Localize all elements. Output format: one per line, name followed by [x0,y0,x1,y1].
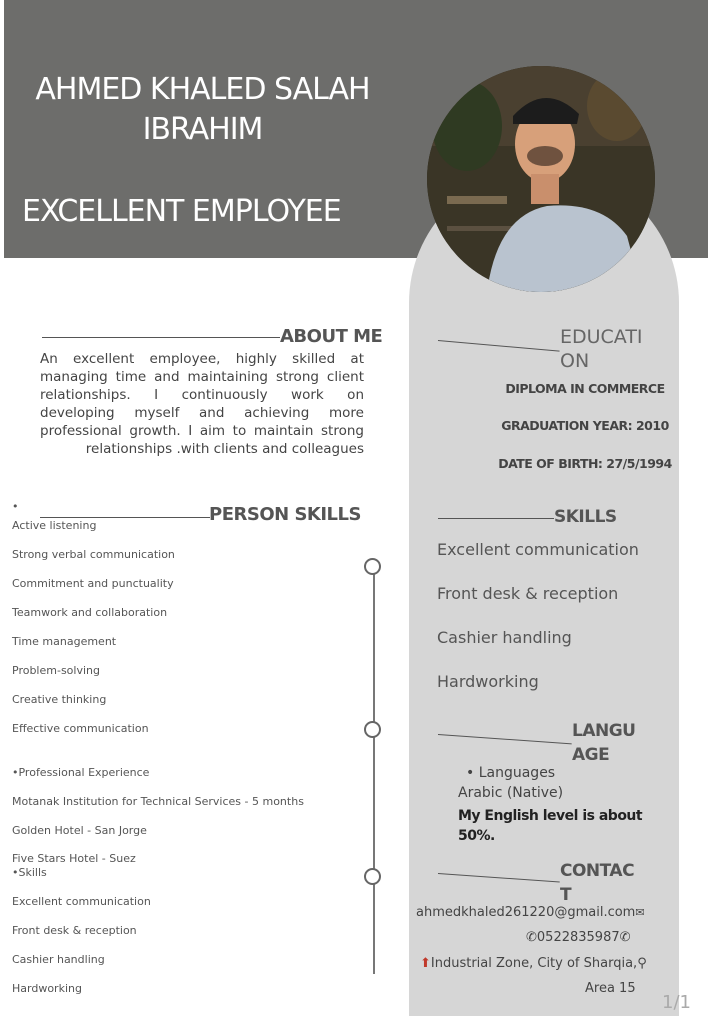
timeline-line [373,566,375,974]
experience-item: Golden Hotel - San Jorge [12,824,147,837]
skill-item: Cashier handling [437,628,572,647]
contact-heading-line-2: T [560,885,572,905]
language-english: My English level is about 50%. [458,808,643,844]
left-skill-item: Hardworking [12,982,82,995]
skills-rule [438,518,554,519]
candidate-name [10,70,395,150]
contact-address [420,956,647,971]
education-heading [560,325,643,373]
person-skills-rule [40,517,210,518]
email-text[interactable]: ahmedkhaled261220@gmail.com [416,905,636,920]
language-heading-line-1: LANGU [572,721,636,741]
page-number: 1/1 [662,992,691,1013]
language-heading [572,719,635,767]
pin-icon: ⬆ [420,956,431,971]
left-skill-item: Excellent communication [12,895,151,908]
education-diploma: DIPLOMA IN COMMERCE [505,381,665,396]
contact-heading [560,859,634,907]
skills-subheading: •Skills [12,866,47,879]
about-heading: ABOUT ME [280,326,383,347]
person-skill-item: Creative thinking [12,693,107,706]
contact-heading-line-1: CONTAC [560,861,635,881]
location-icon: ⚲ [637,956,647,971]
date-of-birth: DATE OF BIRTH: 27/5/1994 [498,456,672,471]
address-line-1: Industrial Zone, City of Sharqia, [430,956,638,971]
timeline-node [364,721,381,738]
bullet-mark: • [12,500,19,513]
job-title: EXCELLENT EMPLOYEE [22,194,341,229]
experience-item: Motanak Institution for Technical Services - 5 months [12,795,304,808]
profile-photo [427,66,655,292]
education-heading-line-1: EDUCATI [560,326,643,348]
person-skill-item: Teamwork and collaboration [12,606,168,619]
skill-item: Excellent communication [437,540,639,559]
timeline-node [364,558,381,575]
person-skill-item: Effective communication [12,722,149,735]
person-skill-item: Time management [12,635,117,648]
name-line-2: IBRAHIM [142,112,263,147]
person-skill-item: Problem-solving [12,664,100,677]
contact-phone[interactable] [526,930,631,945]
about-heading-rule [42,337,280,338]
person-skill-item: Active listening [12,519,97,532]
experience-heading: •Professional Experience [12,766,150,779]
person-skill-item: Strong verbal communication [12,548,175,561]
phone-icon: ✆ [619,930,631,945]
skill-item: Front desk & reception [437,584,619,603]
phone-icon: ✆ [526,930,537,945]
language-arabic: Arabic (Native) [458,785,564,801]
name-line-1: AHMED KHALED SALAH [35,72,370,107]
about-text: An excellent employee, highly skilled at managing time and maintaining strong client relationships. I continuously work on developing myself and achieving more professional growth. I aim to maintain strong relationships .with clients and colleagues [40,351,364,457]
timeline-node [364,868,381,885]
education-heading-line-2: ON [560,350,590,372]
languages-label: • Languages [466,765,556,781]
education-graduation: GRADUATION YEAR: 2010 [501,418,669,433]
phone-text[interactable]: 0522835987 [536,930,620,945]
skills-heading: SKILLS [554,507,617,527]
left-skill-item: Cashier handling [12,953,105,966]
contact-email[interactable] [416,905,645,920]
language-heading-line-2: AGE [572,745,610,765]
languages-label-text: Languages [478,765,556,781]
left-skill-item: Front desk & reception [12,924,137,937]
person-skill-item: Commitment and punctuality [12,577,174,590]
person-skills-heading: PERSON SKILLS [209,504,361,525]
experience-item: Five Stars Hotel - Suez [12,852,136,865]
address-line-2: Area 15 [585,981,636,996]
skill-item: Hardworking [437,672,539,691]
envelope-icon: ✉ [635,906,645,919]
